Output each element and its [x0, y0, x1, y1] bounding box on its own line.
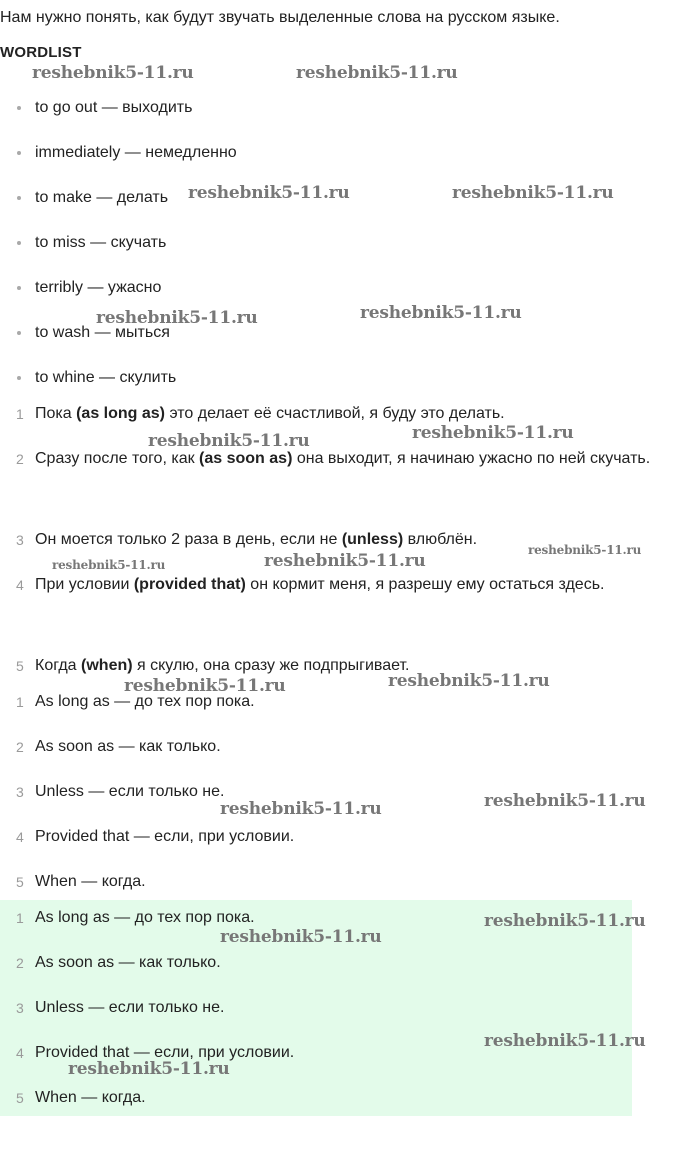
sentence-item: 5 Когда (when) я скулю, она сразу же подпрыгивает.	[16, 657, 410, 674]
answer-item: 5 When — когда.	[16, 1089, 146, 1106]
watermark: reshebnik5-11.ru	[220, 799, 382, 819]
watermark: reshebnik5-11.ru	[220, 927, 382, 947]
watermark: reshebnik5-11.ru	[528, 543, 642, 557]
watermark: reshebnik5-11.ru	[264, 551, 426, 571]
wordlist-heading: WORDLIST	[0, 44, 82, 61]
answer-item: 1 As long as — до тех пор пока.	[16, 909, 255, 926]
watermark: reshebnik5-11.ru	[188, 183, 350, 203]
watermark: reshebnik5-11.ru	[484, 1031, 646, 1051]
bullet-icon	[17, 106, 21, 110]
sentence-item: 3 Он моется только 2 раза в день, если не (unless) влюблён.	[16, 531, 478, 548]
watermark: reshebnik5-11.ru	[148, 431, 310, 451]
watermark: reshebnik5-11.ru	[360, 303, 522, 323]
watermark: reshebnik5-11.ru	[412, 423, 574, 443]
answer-item: 2 As soon as — как только.	[16, 954, 221, 971]
sentence-item: 1 Пока (as long as) это делает её счастливой, я буду это делать.	[16, 405, 505, 422]
bullet-icon	[17, 376, 21, 380]
bullet-icon	[17, 151, 21, 155]
watermark: reshebnik5-11.ru	[32, 63, 194, 83]
watermark: reshebnik5-11.ru	[484, 911, 646, 931]
translation-item: 1 As long as — до тех пор пока.	[16, 693, 255, 710]
watermark: reshebnik5-11.ru	[96, 308, 258, 328]
sentence-item: 4 При условии (provided that) он кормит меня, я разрешу ему остаться здесь.	[16, 576, 605, 593]
watermark: reshebnik5-11.ru	[388, 671, 550, 691]
sentence-item: 2 Сразу после того, как (as soon as) она выходит, я начинаю ужасно по ней скучать.	[16, 450, 651, 467]
watermark: reshebnik5-11.ru	[52, 558, 166, 572]
bullet-icon	[17, 331, 21, 335]
translation-item: 3 Unless — если только не.	[16, 783, 225, 800]
watermark: reshebnik5-11.ru	[452, 183, 614, 203]
answer-item: 3 Unless — если только не.	[16, 999, 225, 1016]
watermark: reshebnik5-11.ru	[124, 676, 286, 696]
bullet-icon	[17, 241, 21, 245]
bullet-icon	[17, 286, 21, 290]
translation-item: 4 Provided that — если, при условии.	[16, 828, 295, 845]
translation-item: 2 As soon as — как только.	[16, 738, 221, 755]
watermark: reshebnik5-11.ru	[68, 1059, 230, 1079]
intro-text: Нам нужно понять, как будут звучать выделенные слова на русском языке.	[0, 9, 560, 26]
answer-item: 4 Provided that — если, при условии.	[16, 1044, 295, 1061]
translation-item: 5 When — когда.	[16, 873, 146, 890]
watermark: reshebnik5-11.ru	[484, 791, 646, 811]
watermark: reshebnik5-11.ru	[296, 63, 458, 83]
bullet-icon	[17, 196, 21, 200]
